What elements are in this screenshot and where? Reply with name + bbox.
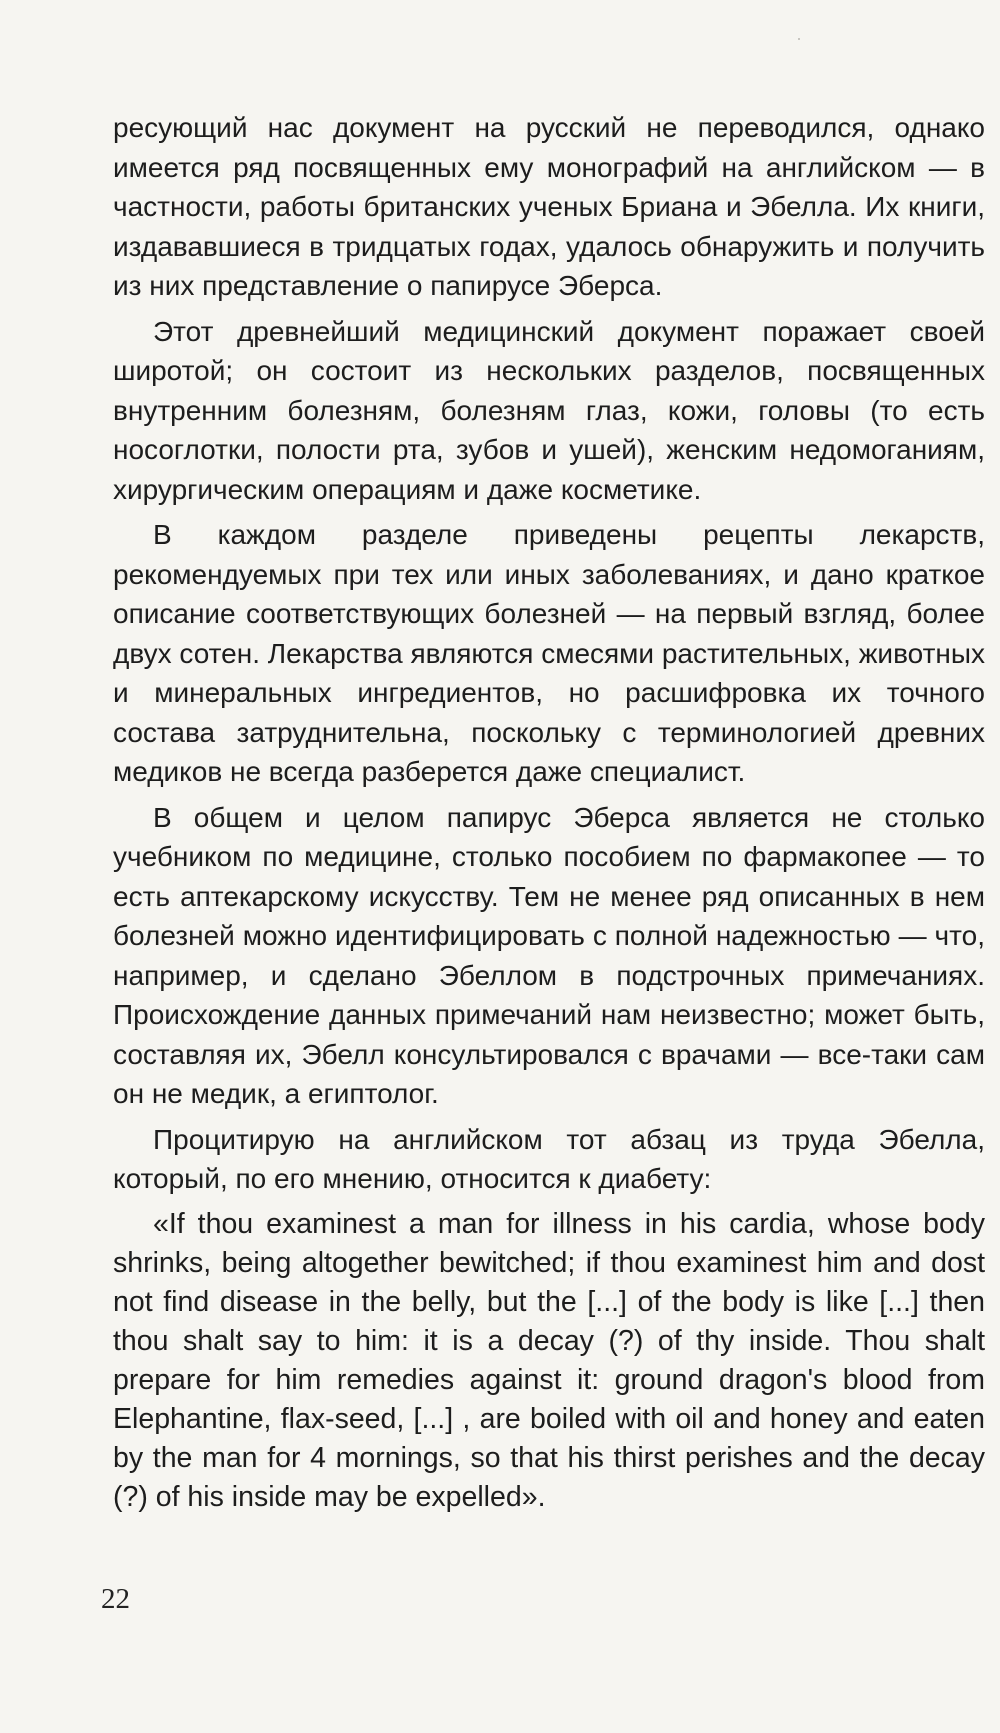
paragraph-continuation: ресующий нас документ на русский не переводился, однако имеется ряд посвященных ему монографий на английском — в частности, работы британских ученых Бриана и Эбелла. Их книги, издававшиеся в тридцатых годах, удалось обнаружить и получить из них представление о папирусе Эберса. <box>113 112 985 301</box>
paragraph-pharmacopoeia: В общем и целом папирус Эберса является не столько учебником по медицине, столько пособием по фармакопее — то есть аптекарскому искусству. Тем не менее ряд описанных в нем болезней можно идентифицировать с полной надежностью — что, например, и сделано Эбеллом в подстрочных примечаниях. Происхождение данных примечаний нам неизвестно; может быть, составляя их, Эбелл консультировался с врачами — все-таки сам он не медик, а египтолог. <box>113 801 985 1109</box>
paper-speck <box>798 38 800 40</box>
page-number: 22 <box>101 1583 130 1615</box>
paragraph-english-quote: «If thou examinest a man for illness in his cardia, whose body shrinks, being altogether bewitched; if thou examinest him and dost not find disease in the belly, but the [...] of the body is like [...] then thou shalt say to him: it is a decay (?) of thy inside. Thou shalt prepare for him remedies against it: ground dragon's blood from Elephantine, flax-seed, [...] , are boiled with oil and honey and eaten by the man for 4 mornings, so that his thirst perishes and the decay (?) of his inside may be expelled». <box>113 1207 985 1513</box>
paragraph-recipes: В каждом разделе приведены рецепты лекарств, рекомендуемых при тех или иных заболеваниях, и дано краткое описание соответствующих болезней — на первый взгляд, более двух сотен. Лекарства являются смесями растительных, животных и минеральных ингредиентов, но расшифровка их точного состава затруднительна, поскольку с терминологией древних медиков не всегда разберется даже специалист. <box>113 519 985 787</box>
paragraph-document-scope: Этот древнейший медицинский документ поражает своей широтой; он состоит из нескольких разделов, посвященных внутренним болезням, болезням глаз, кожи, головы (то есть носоглотки, полости рта, зубов и ушей), женским недомоганиям, хирургическим операциям и даже косметике. <box>113 315 985 505</box>
body-text <box>113 108 985 1523</box>
paragraph-quote-intro: Процитирую на английском тот абзац из труда Эбелла, который, по его мнению, относится к диабету: <box>113 1123 985 1194</box>
